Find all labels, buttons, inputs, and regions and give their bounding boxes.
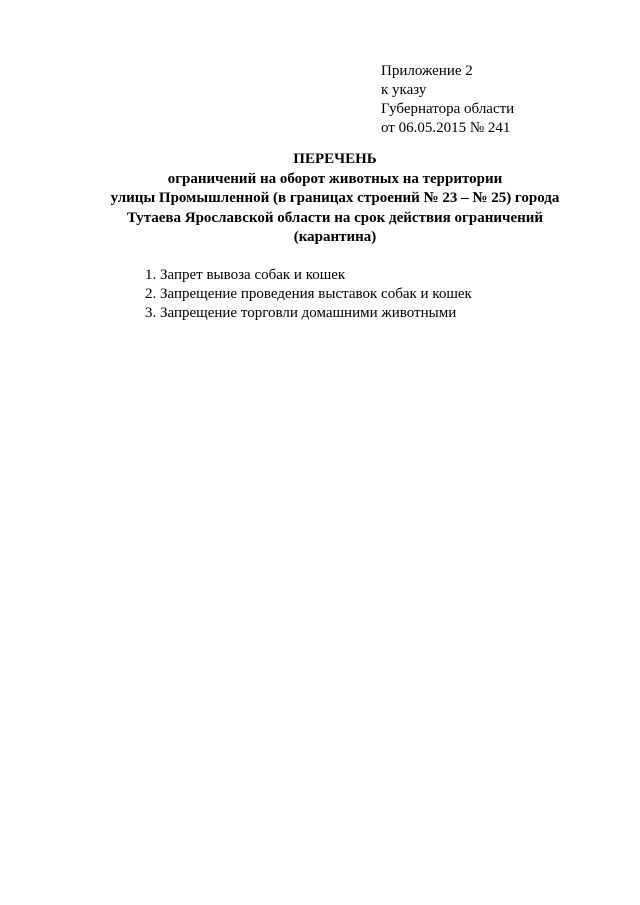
- list-item: [145, 304, 472, 323]
- list-item-text: Запрещение торговли домашними животными: [160, 305, 457, 321]
- heading-line-2: улицы Промышленной (в границах строений № 23 – № 25) города: [110, 190, 560, 206]
- appendix-line-2: к указу: [381, 82, 427, 98]
- list-item-text: Запрет вывоза собак и кошек: [160, 267, 346, 283]
- list-item-number: 3.: [145, 305, 157, 321]
- heading-line-4: (карантина): [293, 229, 377, 245]
- list-item-number: 1.: [145, 267, 157, 283]
- restrictions-list: [145, 266, 472, 323]
- list-item: [145, 266, 472, 285]
- heading-line-1: ограничений на оборот животных на территории: [167, 170, 503, 187]
- appendix-block: [381, 62, 514, 138]
- list-item-number: 2.: [145, 286, 157, 302]
- heading-title: ПЕРЕЧЕНЬ: [293, 151, 377, 167]
- appendix-line-4: от 06.05.2015 № 241: [381, 120, 511, 136]
- appendix-line-3: Губернатора области: [381, 101, 515, 117]
- list-item: [145, 285, 472, 304]
- heading-line-3: Тутаева Ярославской области на срок действия ограничений: [126, 209, 544, 226]
- document-heading: [90, 150, 580, 248]
- list-item-text: Запрещение проведения выставок собак и кошек: [160, 286, 472, 302]
- appendix-line-1: Приложение 2: [381, 63, 473, 79]
